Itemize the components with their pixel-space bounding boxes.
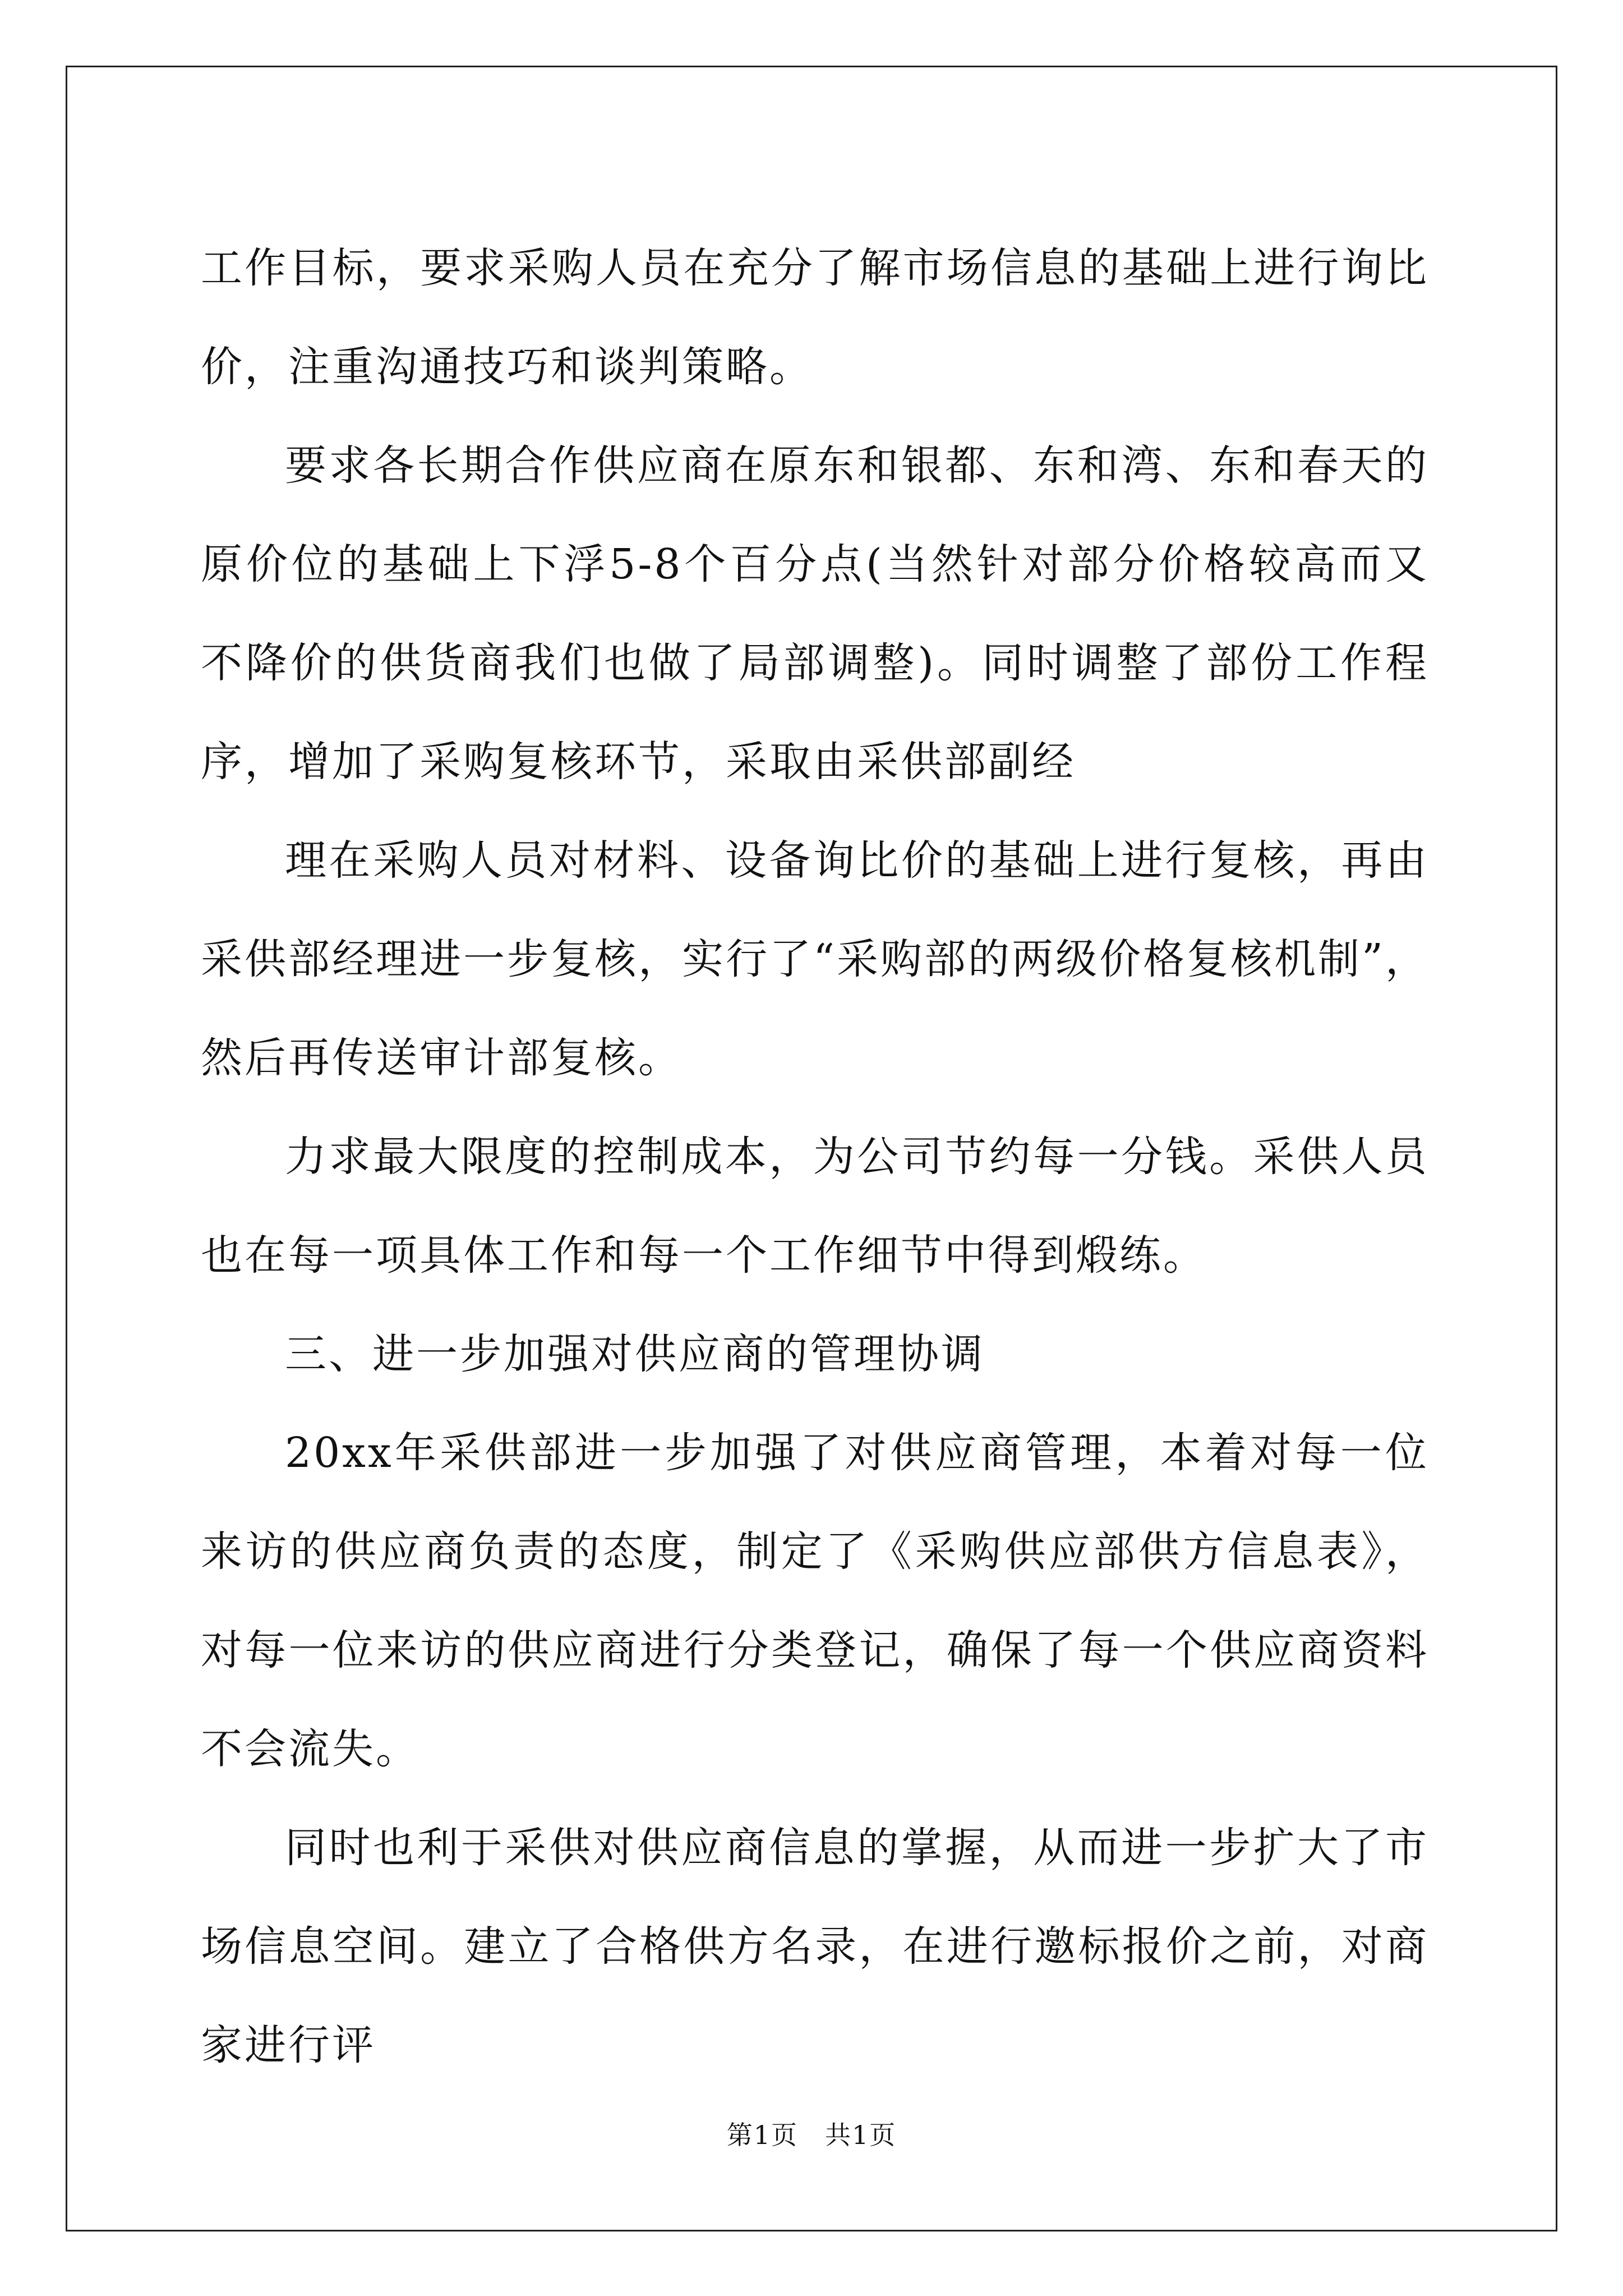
paragraph-6: 同时也利于采供对供应商信息的掌握，从而进一步扩大了市场信息空间。建立了合格供方名录，在进行邀标报价之前，对商家进行评 bbox=[201, 1824, 1429, 2069]
paragraph-4: 力求最大限度的控制成本，为公司节约每一分钱。采供人员也在每一项具体工作和每一个工作细节中得到煅练。 bbox=[201, 1133, 1429, 1280]
paragraph-5: 20xx年采供部进一步加强了对供应商管理，本着对每一位来访的供应商负责的态度，制定了《采购供应部供方信息表》，对每一位来访的供应商进行分类登记，确保了每一个供应商资料不会流失。 bbox=[201, 1429, 1429, 1773]
page-number-footer: 第1页 共1页 bbox=[726, 2120, 897, 2150]
document-body bbox=[201, 219, 1429, 2095]
paragraph-3: 理在采购人员对材料、设备询比价的基础上进行复核，再由采供部经理进一步复核，实行了“采购部的两级价格复核机制”，然后再传送审计部复核。 bbox=[201, 836, 1429, 1082]
paragraph-1: 工作目标，要求采购人员在充分了解市场信息的基础上进行询比价，注重沟通技巧和谈判策略。 bbox=[201, 244, 1429, 391]
section-heading: 三、进一步加强对供应商的管理协调 bbox=[285, 1330, 985, 1378]
paragraph-2: 要求各长期合作供应商在原东和银都、东和湾、东和春天的原价位的基础上下浮5-8个百分点(当然针对部分价格较高而又不降价的供货商我们也做了局部调整)。同时调整了部份工作程序，增加了采购复核环节，采取由采供部副经 bbox=[201, 441, 1429, 786]
